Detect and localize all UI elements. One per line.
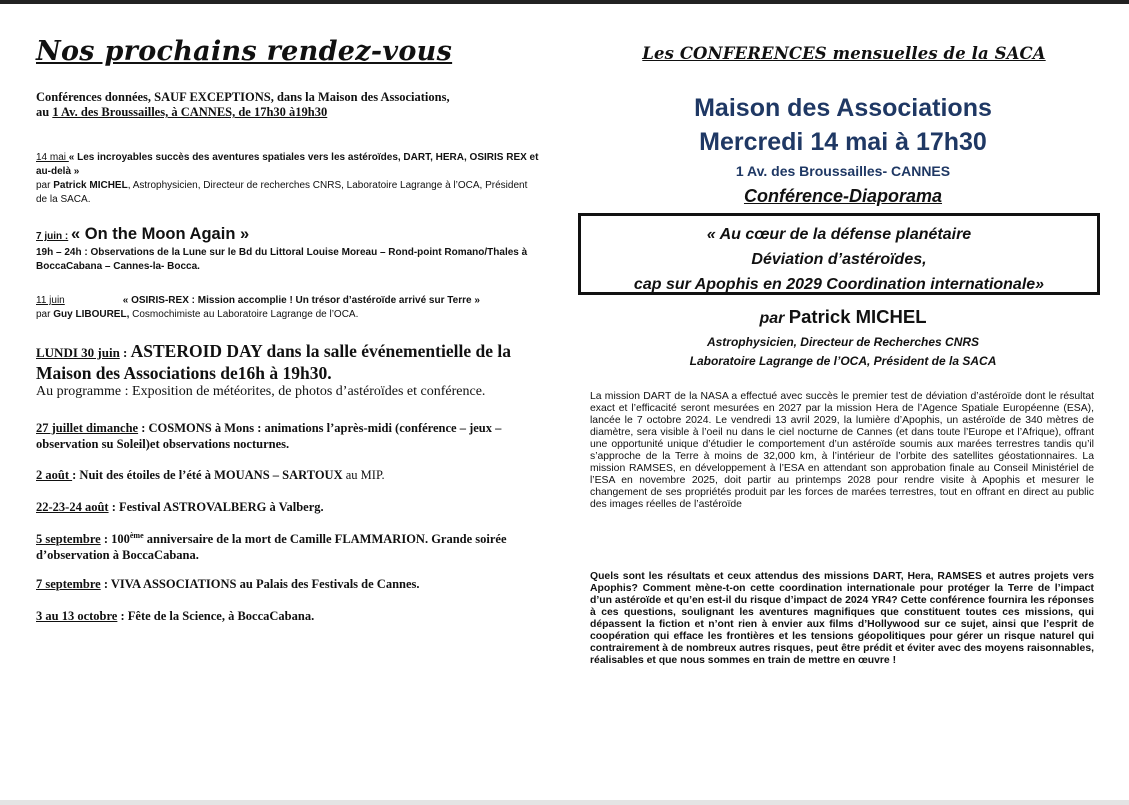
topic-line-1: « Au cœur de la défense planétaire: [706, 226, 972, 243]
events-column: [36, 34, 546, 623]
event-details: Cosmochimiste au Laboratoire Lagrange de l’OCA.: [129, 309, 359, 320]
date-time: Mercredi 14 mai à 17h30: [699, 128, 987, 156]
event-date: 7 juin :: [36, 231, 69, 242]
conference-type: Conférence-Diaporama: [743, 186, 943, 206]
event-27-juillet: [36, 420, 541, 452]
top-border: [0, 0, 1129, 4]
event-details: , Astrophysicien, Directeur de recherches CNRS, Laboratoire Lagrange à l’OCA, Président de la SACA.: [36, 180, 528, 205]
event-text: : Nuit des étoiles de l’été à MOUANS – SARTOUX: [72, 468, 343, 482]
speaker-role-1: Astrophysicien, Directeur de Recherches CNRS: [706, 335, 980, 349]
event-speaker: Patrick MICHEL: [53, 180, 128, 191]
event-speaker: Guy LIBOUREL,: [53, 309, 130, 320]
event-3-octobre: [36, 608, 541, 624]
event-5-septembre: 5 septembre : 100ème anniversaire de la mort de Camille FLAMMARION. Grande soirée d’observation à BoccaCabana.: [36, 531, 507, 563]
speaker: par Patrick MICHEL: [759, 306, 927, 327]
event-30-juin: LUNDI 30 juin : ASTEROID DAY dans la salle événementielle de la Maison des Associations de16h à 19h30. Au programme : Exposition de météorites, de photos d’astéroïdes et conférence.: [36, 341, 541, 400]
event-14-mai: 14 mai « Les incroyables succès des aventures spatiales vers les astéroïdes, DART, HERA, OSIRIS REX et au-delà » par Patrick MICHEL, Astrophysicien, Directeur de recherches CNRS, Laboratoire Lagrange à l’OCA, Président de la SACA.: [36, 152, 539, 205]
conferences-title: Les CONFERENCES mensuelles de la SACA: [642, 44, 1046, 63]
conference-description: La mission DART de la NASA a effectué avec succès le premier test de déviation d’astéroïde dont le résultat exact et l’efficacité seront mesurées en 2027 par la mission Hera de l’Agence Spatiale Européenne (ESA), lancée le 7 octobre 2024. Le vendredi 13 avril 2029, la lumière d’Apophis, un astéroïde de 340 mètres de diamètre, sera visible à l’oeil nu dans le ciel nocturne de Cannes (et dans toute l’Europe et l’Afrique), offrant une opportunité unique d’étudier le comportement d’un astéroïde soumis aux marées terrestres tandis qu’il s’approche de la Terre à moins de 32,000 km, à l’intérieur de l’orbite des satellites géostationnaires. La mission RAMSES, en développement à l’ESA en attendant son approbation finale au Conseil Ministériel de l’ESA en novembre 2025, doit partir au printemps 2028 pour rendre visite à Apophis et mesurer le changement de ses propriétés produit par les forces de marées terrestres, tout en offrant en direct au public des images réelles de l’astéroïde: [590, 391, 1094, 510]
event-date: 27 juillet dimanche: [36, 421, 139, 435]
event-date: 7 septembre: [36, 577, 101, 591]
conference-questions: Quels sont les résultats et ceux attendus des missions DART, Hera, RAMSES et autres projets vers Apophis? Comment mène-t-on cette coordination internationale pour protéger la Terre de l’impact d’un astéroïde et qu’en est-il du risque d’impact de 2024 YR4? Cette conférence fournira les réponses à ces questions, soulignant les aventures magnifiques que constituent toutes ces missions, qui dépassent la fiction et n’ont rien à envier aux films d’Hollywood sur ce sujet, ainsi que l’esprit de coopération qui efface les frontières et les tensions géopolitiques pour gérer un risque naturel qui contrairement à de nombreux autres risques, peut être prédit et éviter avec des moyens raisonnables, réalisables et que nous sommes en train de mettre en œuvre !: [590, 571, 1094, 666]
event-date: 14 mai: [36, 152, 69, 163]
intro-line-1: Conférences données, SAUF EXCEPTIONS, dans la Maison des Associations,: [36, 90, 450, 104]
event-text: anniversaire de la mort de Camille FLAMMARION. Grande soirée d’observation à BoccaCabana.: [36, 532, 507, 563]
topic-line-2: Déviation d’astéroïdes,: [751, 251, 927, 268]
event-title: « On the Moon Again »: [71, 225, 250, 243]
event-details: 19h – 24h : Observations de la Lune sur le Bd du Littoral Louise Moreau – Rond-point Romano/Thales à BoccaCabana – Cannes-la- Bocca.: [36, 247, 528, 272]
event-text: : Fête de la Science, à BoccaCabana.: [117, 609, 315, 623]
speaker-roles: [583, 333, 1103, 371]
event-date: 3 au 13 octobre: [36, 609, 118, 623]
event-title: « OSIRIS-REX : Mission accomplie ! Un trésor d’astéroïde arrivé sur Terre »: [122, 295, 480, 306]
event-date: LUNDI 30 juin: [36, 345, 120, 360]
events-title: Nos prochains rendez-vous: [36, 36, 453, 67]
events-intro: [36, 90, 541, 120]
event-date: 11 juin: [36, 295, 65, 306]
intro-line-2: au 1 Av. des Broussailles, à CANNES, de 17h30 à19h30: [36, 105, 328, 119]
intro-address: 1 Av. des Broussailles, à CANNES, de 17h30 à19h30: [52, 105, 328, 119]
venue: Maison des Associations: [694, 94, 992, 122]
event-11-juin: 11 juin « OSIRIS-REX : Mission accomplie ! Un trésor d’astéroïde arrivé sur Terre » par Guy LIBOUREL, Cosmochimiste au Laboratoire Lagrange de l’OCA.: [36, 295, 480, 320]
event-7-juin: [36, 225, 541, 274]
bottom-border: [0, 800, 1129, 805]
event-title: ASTEROID DAY dans la salle événementielle de la Maison des Associations de16h à 19h30.: [36, 341, 511, 383]
event-22-aout: [36, 499, 541, 515]
speaker-name: Patrick MICHEL: [788, 306, 927, 327]
event-date: 5 septembre: [36, 532, 101, 547]
address: 1 Av. des Broussailles- CANNES: [735, 163, 951, 179]
event-text: : COSMONS à Mons : animations l’après-midi (conférence – jeux – observation su Soleil)et observations nocturnes.: [36, 421, 502, 451]
event-date: 22-23-24 août: [36, 500, 109, 514]
event-title: « Les incroyables succès des aventures spatiales vers les astéroïdes, DART, HERA, OSIRIS REX et au-delà »: [36, 152, 539, 177]
event-2-aout: 2 août : Nuit des étoiles de l’été à MOUANS – SARTOUX au MIP.: [36, 468, 385, 482]
event-text: : VIVA ASSOCIATIONS au Palais des Festivals de Cannes.: [100, 577, 420, 591]
event-details: Au programme : Exposition de météorites, de photos d’astéroïdes et conférence.: [36, 384, 486, 399]
event-7-septembre: [36, 576, 541, 592]
speaker-role-2: Laboratoire Lagrange de l’OCA, Président de la SACA: [689, 354, 997, 368]
event-date: 2 août: [36, 468, 73, 482]
topic-box: [578, 213, 1100, 295]
event-text: : Festival ASTROVALBERG à Valberg.: [108, 500, 324, 514]
topic-line-3: cap sur Apophis en 2029 Coordination internationale»: [633, 276, 1045, 293]
